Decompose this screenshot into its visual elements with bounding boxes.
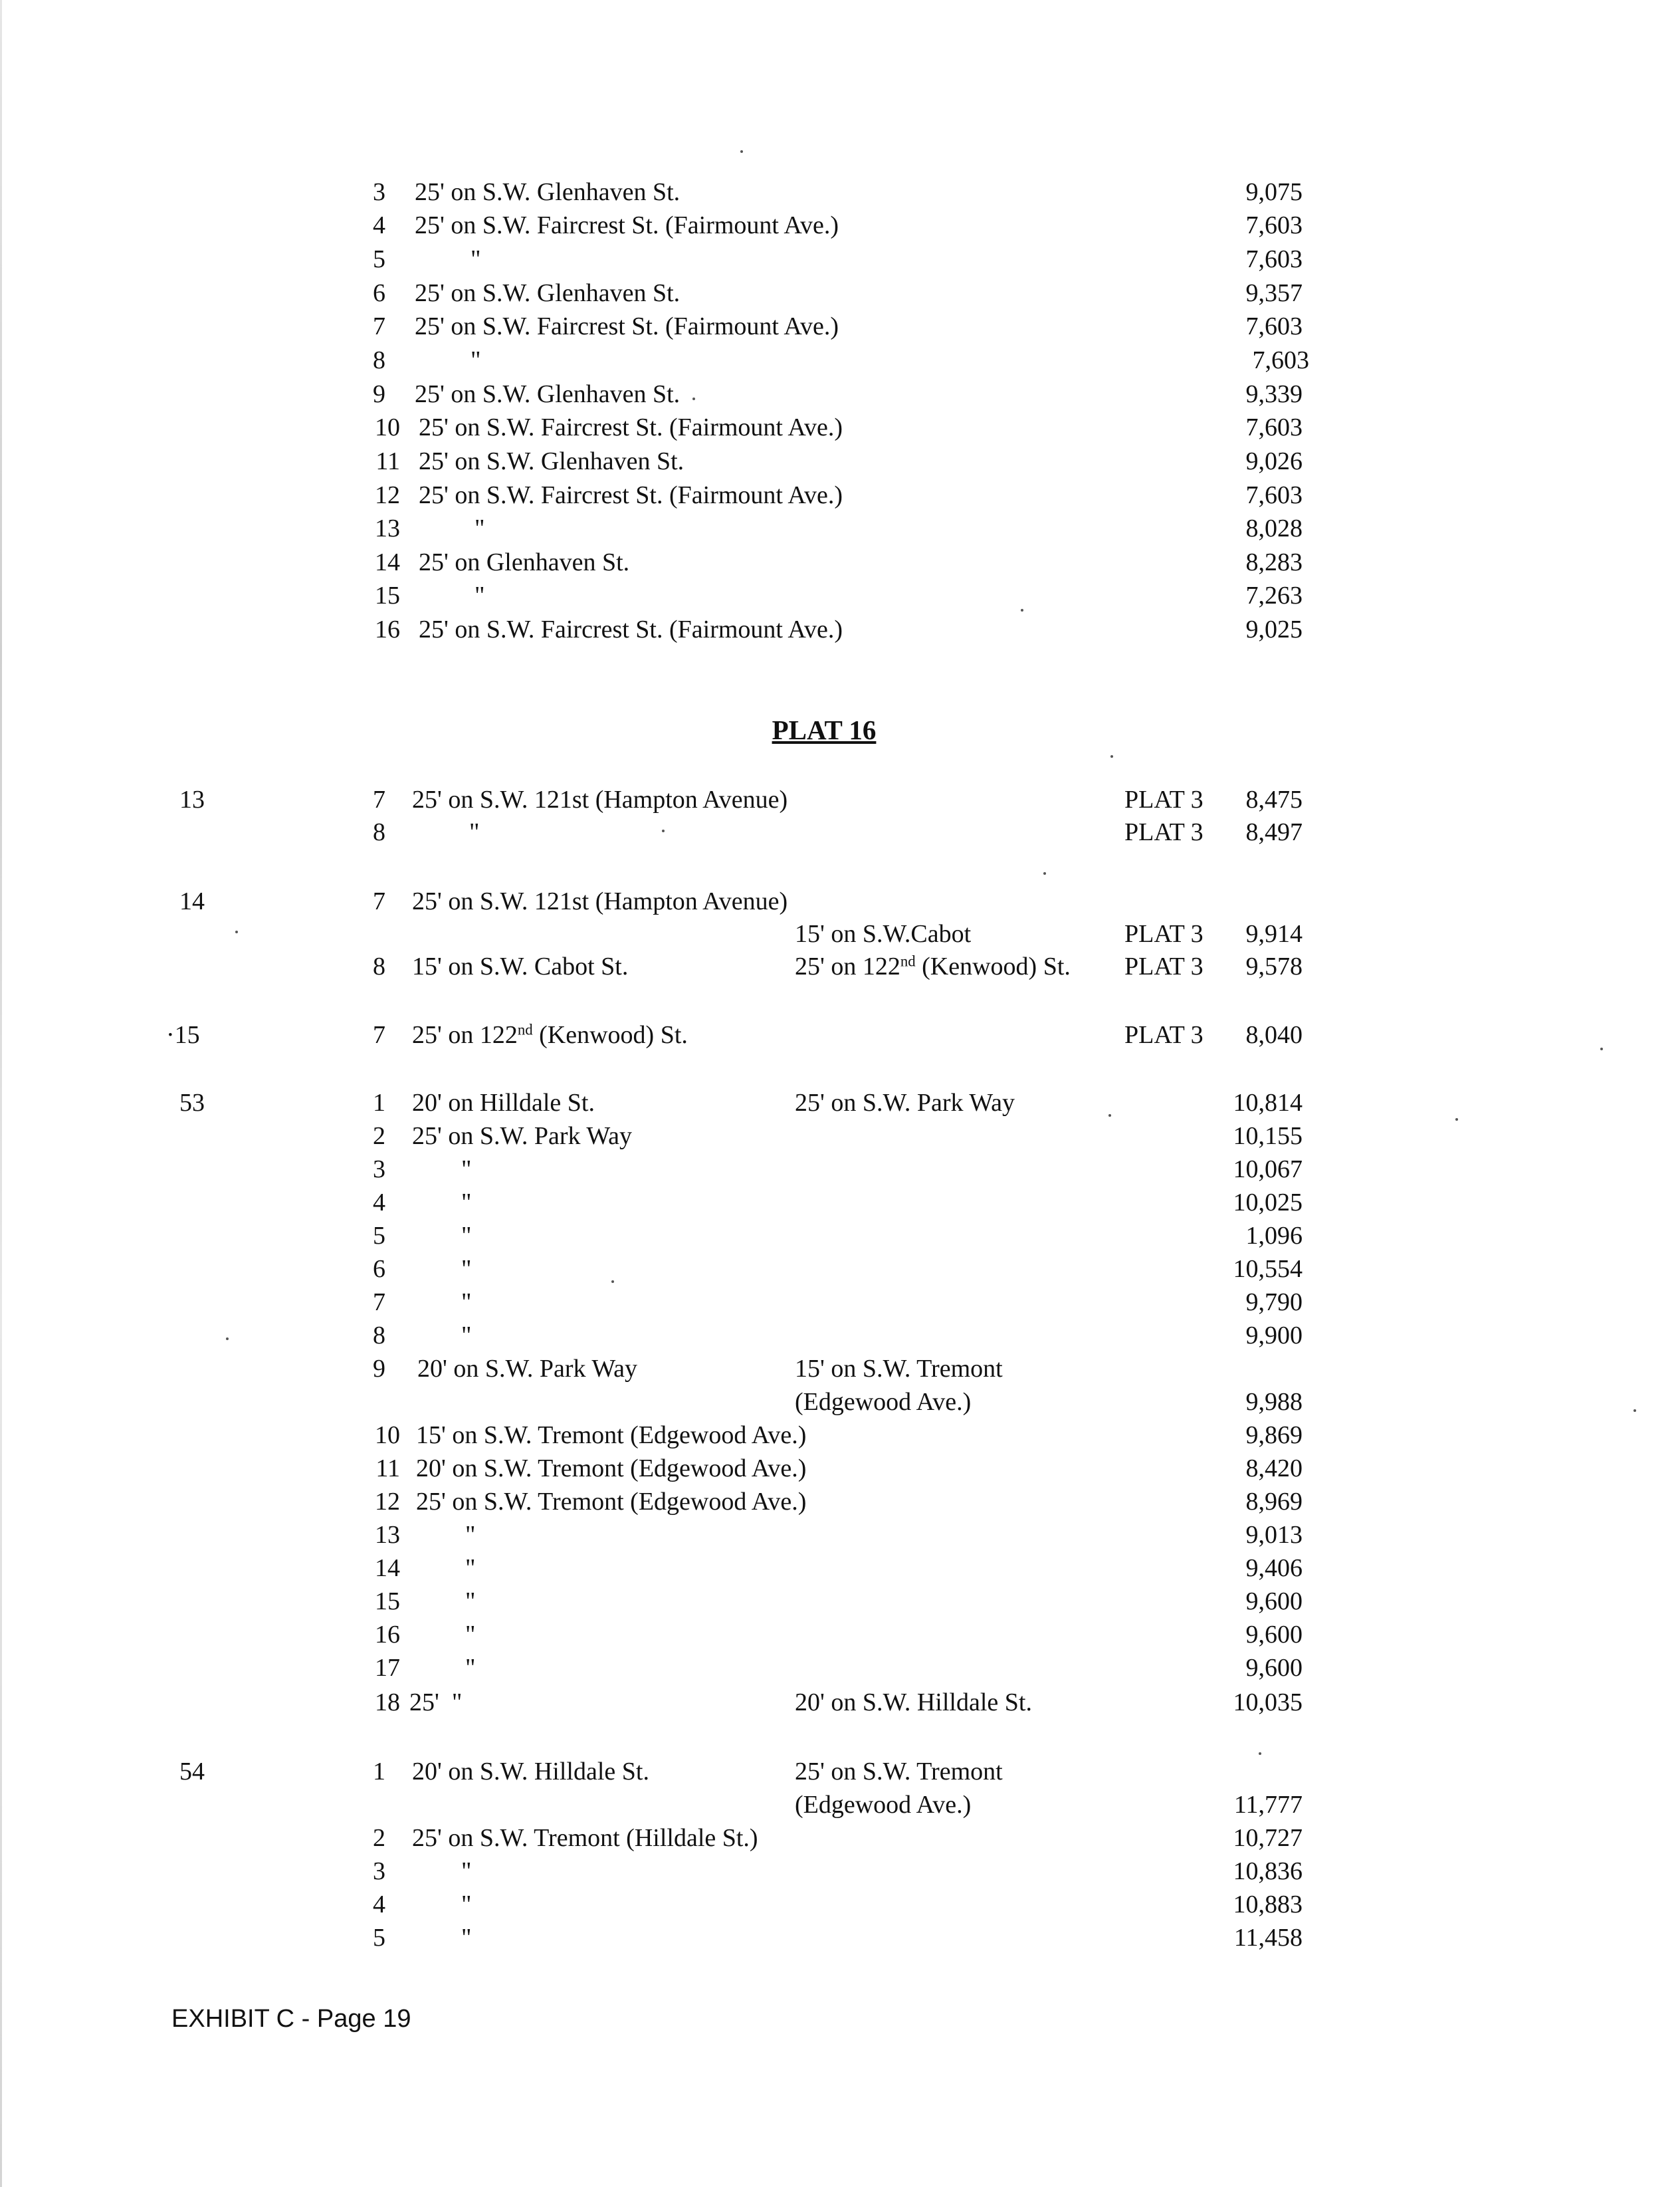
lot-description: 25' on S.W. Glenhaven St. [415,279,681,307]
lot-area: 9,790 [1245,1288,1303,1316]
lot-area: 9,357 [1245,279,1303,307]
ditto-mark: " [471,346,481,374]
scan-speck [1633,1409,1636,1412]
lot-description: 20' on S.W. Park Way [417,1355,638,1383]
scan-speck [1043,872,1046,875]
lot-number: 1 [373,1089,385,1117]
lot-secondary-frontage: 20' on S.W. Hilldale St. [795,1688,1032,1716]
lot-number: 4 [373,211,385,239]
lot-area: 9,025 [1245,616,1303,643]
scan-speck [226,1337,229,1340]
lot-number: 6 [373,1255,385,1283]
lot-area: 10,155 [1233,1122,1303,1150]
scan-speck [1600,1048,1603,1050]
lot-number: 3 [373,1857,385,1885]
lot-area: 9,869 [1245,1421,1303,1449]
lot-description: 20' on S.W. Tremont (Edgewood Ave.) [416,1454,807,1482]
lot-area: 9,339 [1245,380,1303,408]
lot-number: 4 [373,1189,385,1216]
ditto-mark: " [461,1857,472,1885]
lot-number: 6 [373,279,385,307]
lot-area: 10,035 [1233,1688,1303,1716]
lot-number: 8 [373,1322,385,1349]
lot-number: 12 [375,481,400,509]
lot-number: 5 [373,245,385,273]
lot-number: 11 [375,447,400,475]
ditto-mark: " [465,1621,476,1649]
lot-number: 3 [373,1155,385,1183]
lot-secondary-frontage: 15' on S.W.Cabot [795,920,972,948]
lot-number: 7 [373,1288,385,1316]
lot-area: 8,028 [1245,515,1303,542]
lot-area: 8,420 [1245,1454,1303,1482]
lot-number: 8 [373,953,385,980]
lot-area: 7,603 [1245,211,1303,239]
lot-number: 10 [375,1421,400,1449]
block-number: ·15 [166,1021,200,1049]
lot-area: 7,603 [1245,245,1303,273]
block-number: 53 [179,1089,205,1117]
lot-number: 5 [373,1222,385,1250]
ditto-mark: " [461,1155,472,1183]
lot-number: 16 [375,616,400,643]
lot-number: 13 [375,1521,400,1549]
lot-area: 8,497 [1245,818,1303,846]
block-number: 14 [179,887,205,915]
lot-number: 18 [375,1688,400,1716]
lot-number: 13 [375,515,400,542]
lot-area: 7,603 [1252,346,1309,374]
lot-description: 25' on Glenhaven St. [419,548,630,576]
lot-number: 8 [373,818,385,846]
lot-area: 8,283 [1245,548,1303,576]
lot-description: 25' on S.W. Tremont (Edgewood Ave.) [416,1488,807,1516]
lot-number: 14 [375,1554,400,1582]
ditto-mark: " [461,1924,472,1952]
lot-number: 4 [373,1891,385,1918]
lot-description: 15' on S.W. Cabot St. [412,953,629,980]
lot-secondary-frontage: 15' on S.W. Tremont [795,1355,1003,1383]
ditto-mark: " [465,1521,476,1549]
lot-area: 9,578 [1245,953,1303,980]
lot-description: 25' on S.W. Faircrest St. (Fairmount Ave.) [419,413,843,441]
scan-speck [1021,609,1023,612]
lot-number: 15 [375,1587,400,1615]
lot-number: 8 [373,346,385,374]
lot-area: 8,969 [1245,1488,1303,1516]
scan-speck [740,150,743,153]
ditto-mark: " [465,1554,476,1582]
lot-description: 25' on S.W. Park Way [412,1122,633,1150]
lot-area: 11,458 [1233,1924,1303,1952]
lot-area: 10,025 [1233,1189,1303,1216]
lot-secondary-frontage: 25' on S.W. Park Way [795,1089,1015,1117]
lot-description: 25' on S.W. Glenhaven St. [419,447,684,475]
lot-area: 9,075 [1245,178,1303,206]
scan-speck [1108,1114,1111,1117]
lot-area: 9,026 [1245,447,1303,475]
lot-secondary-frontage-cont: (Edgewood Ave.) [795,1791,972,1819]
lot-area: 7,603 [1245,413,1303,441]
lot-description: 25' on 122nd (Kenwood) St. [412,1021,688,1049]
lot-number: 2 [373,1824,385,1852]
lot-area: 9,900 [1245,1322,1303,1349]
scan-edge [0,0,2,2187]
lot-area: 9,600 [1245,1587,1303,1615]
ditto-mark: " [461,1288,472,1316]
lot-secondary-frontage: 25' on 122nd (Kenwood) St. [795,953,1071,980]
lot-area: 9,600 [1245,1654,1303,1682]
lot-area: 8,475 [1245,786,1303,814]
lot-area: 7,603 [1245,312,1303,340]
lot-description: 25' " [409,1688,463,1716]
lot-description: 25' on S.W. 121st (Hampton Avenue) [412,887,788,915]
lot-number: 11 [375,1454,400,1482]
lot-description: 15' on S.W. Tremont (Edgewood Ave.) [416,1421,807,1449]
lot-number: 7 [373,1021,385,1049]
ditto-mark: " [461,1891,472,1918]
lot-secondary-frontage: 25' on S.W. Tremont [795,1758,1003,1785]
lot-description: 25' on S.W. 121st (Hampton Avenue) [412,786,788,814]
lot-number: 3 [373,178,385,206]
lot-description: 25' on S.W. Glenhaven St. [415,380,681,408]
lot-number: 1 [373,1758,385,1785]
scan-speck [611,1280,614,1283]
lot-number: 5 [373,1924,385,1952]
lot-number: 7 [373,786,385,814]
lot-area: 10,836 [1233,1857,1303,1885]
lot-number: 12 [375,1488,400,1516]
lot-area: 7,263 [1245,582,1303,610]
scan-speck [1110,755,1113,758]
lot-area: 10,814 [1233,1089,1303,1117]
lot-number: 7 [373,887,385,915]
ditto-mark: " [469,818,480,846]
scan-speck [692,398,695,400]
ditto-mark: " [474,515,485,542]
lot-number: 14 [375,548,400,576]
lot-number: 17 [375,1654,400,1682]
lot-description: 20' on S.W. Hilldale St. [412,1758,649,1785]
lot-number: 16 [375,1621,400,1649]
lot-number: 2 [373,1122,385,1150]
lot-area: 9,914 [1245,920,1303,948]
lot-area: 9,013 [1245,1521,1303,1549]
plat-reference: PLAT 3 [1124,1021,1204,1049]
lot-area: 9,406 [1245,1554,1303,1582]
scan-speck [235,931,238,933]
lot-description: 25' on S.W. Faircrest St. (Fairmount Ave.) [419,616,843,643]
block-number: 54 [179,1758,205,1785]
lot-area: 9,988 [1245,1388,1303,1416]
block-number: 13 [179,786,205,814]
lot-area: 10,554 [1233,1255,1303,1283]
lot-area: 11,777 [1233,1791,1303,1819]
ditto-mark: " [471,245,481,273]
lot-number: 15 [375,582,400,610]
ditto-mark: " [461,1255,472,1283]
lot-number: 9 [373,380,385,408]
scan-speck [662,830,665,832]
ditto-mark: " [461,1322,472,1349]
plat-reference: PLAT 3 [1124,818,1204,846]
plat-reference: PLAT 3 [1124,920,1204,948]
lot-area: 10,727 [1233,1824,1303,1852]
lot-description: 25' on S.W. Glenhaven St. [415,178,681,206]
lot-description: 20' on Hilldale St. [412,1089,595,1117]
ditto-mark: " [474,582,485,610]
lot-number: 7 [373,312,385,340]
ditto-mark: " [461,1189,472,1216]
ditto-mark: " [465,1587,476,1615]
lot-area: 7,603 [1245,481,1303,509]
scan-speck [1259,1752,1261,1755]
lot-description: 25' on S.W. Faircrest St. (Fairmount Ave.) [419,481,843,509]
lot-number: 9 [373,1355,385,1383]
plat-heading: PLAT 16 [772,715,877,745]
ditto-mark: " [465,1654,476,1682]
lot-area: 10,067 [1233,1155,1303,1183]
lot-description: 25' on S.W. Faircrest St. (Fairmount Ave.) [415,312,839,340]
lot-description: 25' on S.W. Tremont (Hilldale St.) [412,1824,758,1852]
page-footer: EXHIBIT C - Page 19 [171,2005,411,2033]
lot-area: 10,883 [1233,1891,1303,1918]
plat-reference: PLAT 3 [1124,953,1204,980]
lot-number: 10 [375,413,400,441]
ditto-mark: " [461,1222,472,1250]
lot-area: 1,096 [1245,1222,1303,1250]
lot-area: 8,040 [1245,1021,1303,1049]
lot-secondary-frontage-cont: (Edgewood Ave.) [795,1388,972,1416]
lot-description: 25' on S.W. Faircrest St. (Fairmount Ave.) [415,211,839,239]
lot-area: 9,600 [1245,1621,1303,1649]
scan-speck [1455,1118,1458,1121]
plat-reference: PLAT 3 [1124,786,1204,814]
